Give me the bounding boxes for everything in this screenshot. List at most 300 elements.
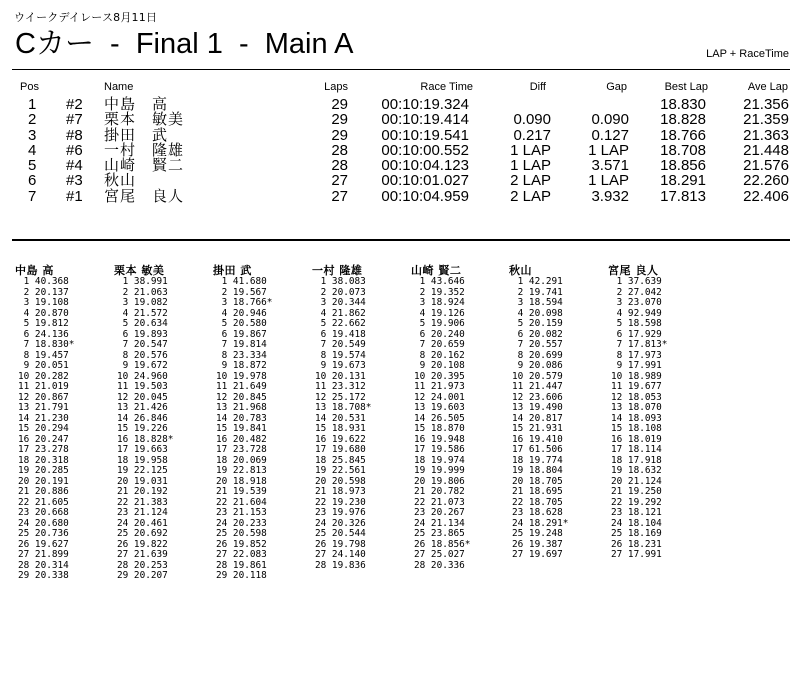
race-subtitle: ウイークデイレース8月11日 [14,11,158,24]
best-lap-cell: 18.766 [660,126,706,144]
lap-time-entry: 1 38.083 [315,276,366,287]
ave-lap-cell: 21.356 [743,96,789,113]
lap-time-entry: 27 19.697 [512,549,563,560]
gap-cell: 0.127 [591,126,629,144]
lap-time-entry: 13 19.490 [512,402,563,413]
result-row [0,97,800,112]
lap-time-entry: 21 18.973 [315,486,366,497]
race-time-cell: 00:10:00.552 [381,141,469,159]
lap-time-entry: 24 18.291* [512,517,569,529]
lap-time-entry: 17 19.680 [315,444,366,455]
lap-time-entry: 7 20.547 [117,339,168,350]
lap-time-entry: 26 19.387 [512,538,563,550]
driver-name-cell: 中島 高 [104,96,169,113]
lap-time-entry: 10 19.978 [216,370,267,382]
driver-name-cell: 栗本 敏美 [104,111,185,129]
lap-time-entry: 4 19.126 [414,307,465,319]
lap-time-entry: 18 20.069 [216,454,267,466]
race-time-cell: 00:10:04.959 [381,187,469,205]
lap-time-entry: 26 19.822 [117,538,168,550]
lap-time-entry: 27 25.027 [414,549,465,560]
header-name: Name [104,81,134,93]
lap-time-entry: 25 20.598 [216,528,267,539]
lap-time-entry: 14 26.505 [414,412,465,424]
header-pos: Pos [20,81,39,93]
lap-time-entry: 16 18.019 [611,433,662,445]
pos-cell: 5 [28,157,37,175]
best-lap-cell: 17.813 [660,187,706,205]
lap-column-driver: 掛田 武 [213,264,252,277]
lap-time-entry: 8 20.162 [414,349,465,361]
lap-time-entry: 29 20.207 [117,570,168,581]
car-number-cell: #2 [66,96,83,113]
race-time-cell: 00:10:04.123 [381,157,469,175]
lap-time-entry: 19 22.125 [117,465,168,476]
laps-cell: 29 [331,111,348,129]
lap-time-entry: 1 40.368 [18,276,69,287]
header-ave-lap: Ave Lap [747,81,788,93]
lap-time-entry: 24 20.461 [117,517,168,529]
pos-cell: 4 [28,141,37,159]
car-number-cell: #8 [66,126,83,144]
pos-cell: 3 [28,126,37,144]
lap-time-entry: 21 20.782 [414,486,465,497]
driver-name-cell: 秋山 [104,172,137,190]
lap-time-entry: 7 20.659 [414,339,465,350]
lap-time-entry: 20 19.806 [414,475,465,487]
lap-time-entry: 6 19.867 [216,328,267,340]
diff-cell: 1 LAP [510,141,551,159]
lap-column-driver: 秋山 [509,264,532,277]
lap-time-entry: 26 19.852 [216,538,267,550]
lap-time-entry: 1 42.291 [512,276,563,287]
lap-time-entry: 6 20.240 [414,328,465,340]
car-number-cell: #3 [66,172,83,190]
header-best-lap: Best Lap [664,81,708,93]
lap-time-entry: 22 21.383 [117,496,168,508]
lap-time-entry: 9 20.051 [18,360,69,371]
lap-time-entry: 5 22.662 [315,318,366,329]
lap-time-entry: 13 19.603 [414,402,465,413]
lap-time-entry: 15 21.931 [512,423,563,434]
pos-cell: 2 [28,111,37,129]
lap-time-entry: 17 18.114 [611,444,662,455]
gap-cell: 3.932 [591,187,629,205]
car-number-cell: #4 [66,157,83,175]
lap-time-entry: 3 18.766* [216,297,273,308]
lap-column-driver: 一村 隆雄 [312,264,363,277]
lap-time-entry: 27 17.991 [611,549,662,560]
lap-time-entry: 5 20.634 [117,318,168,329]
lap-time-entry: 9 20.108 [414,360,465,371]
lap-time-entry: 9 17.991 [611,360,662,371]
lap-time-entry: 27 21.899 [18,549,69,560]
header-gap: Gap [606,81,627,93]
lap-time-entry: 3 20.344 [315,297,366,308]
lap-time-entry: 20 18.705 [512,475,563,487]
lap-time-entry: 6 19.893 [117,328,168,340]
lap-time-entry: 13 21.426 [117,402,168,413]
lap-time-entry: 1 41.680 [216,276,267,287]
lap-time-entry: 23 21.153 [216,507,267,518]
result-row [0,112,800,127]
lap-list [18,277,74,582]
diff-cell: 0.217 [513,126,551,144]
lap-time-entry: 18 17.918 [611,454,662,466]
lap-time-entry: 21 20.886 [18,486,69,497]
lap-time-entry: 23 18.628 [512,507,563,518]
lap-time-entry: 26 18.231 [611,538,662,550]
lap-time-entry: 6 20.082 [512,328,563,340]
lap-time-entry: 23 20.668 [18,507,69,518]
diff-cell: 0.090 [513,111,551,129]
lap-time-entry: 8 17.973 [611,349,662,361]
lap-time-entry: 9 18.872 [216,360,267,371]
lap-time-entry: 3 19.108 [18,297,69,308]
laps-cell: 27 [331,187,348,205]
lap-time-entry: 18 25.845 [315,454,366,466]
driver-name-cell: 掛田 武 [104,126,169,144]
lap-time-entry: 14 20.531 [315,412,366,424]
lap-time-entry: 2 21.063 [117,286,168,298]
lap-time-entry: 2 19.567 [216,286,267,298]
ave-lap-cell: 21.576 [743,157,789,175]
gap-cell: 0.090 [591,111,629,129]
race-time-cell: 00:10:19.541 [381,126,469,144]
lap-list [512,277,568,561]
ave-lap-cell: 22.406 [743,187,789,205]
lap-time-entry: 10 20.131 [315,370,366,382]
lap-time-entry: 4 92.949 [611,307,662,319]
lap-time-entry: 2 20.137 [18,286,69,298]
lap-time-entry: 22 19.230 [315,496,366,508]
results-rows [0,97,800,204]
race-time-cell: 00:10:01.027 [381,172,469,190]
lap-time-entry: 4 21.862 [315,307,366,319]
lap-time-entry: 10 18.989 [611,370,662,382]
lap-time-entry: 22 19.292 [611,496,662,508]
lap-column [608,262,668,561]
diff-cell: 2 LAP [510,172,551,190]
lap-time-entry: 27 21.639 [117,549,168,560]
lap-column [509,262,569,561]
lap-time-entry: 19 22.561 [315,465,366,476]
lap-time-entry: 5 20.159 [512,318,563,329]
lap-time-entry: 23 18.121 [611,507,662,518]
lap-time-entry: 25 23.865 [414,528,465,539]
lap-time-entry: 18 20.318 [18,454,69,466]
lap-time-entry: 16 20.247 [18,433,69,445]
result-row [0,143,800,158]
lap-time-entry: 12 20.867 [18,391,69,403]
lap-time-entry: 8 20.699 [512,349,563,361]
lap-time-entry: 24 20.233 [216,517,267,529]
lap-list [315,277,371,571]
lap-time-entry: 19 18.632 [611,465,662,476]
lap-time-entry: 13 21.968 [216,402,267,413]
lap-time-entry: 25 19.248 [512,528,563,539]
lap-time-entry: 6 17.929 [611,328,662,340]
lap-time-entry: 23 21.124 [117,507,168,518]
lap-time-entry: 24 20.680 [18,517,69,529]
lap-time-entry: 5 19.812 [18,318,69,329]
lap-time-entry: 3 18.594 [512,297,563,308]
lap-time-entry: 12 18.053 [611,391,662,403]
lap-time-entry: 15 19.841 [216,423,267,434]
lap-time-entry: 4 20.870 [18,307,69,319]
lap-column [15,262,75,582]
lap-time-entry: 17 19.663 [117,444,168,455]
lap-time-entry: 4 21.572 [117,307,168,319]
lap-time-entry: 3 18.924 [414,297,465,308]
lap-time-entry: 11 19.677 [611,381,662,392]
lap-time-entry: 25 20.544 [315,528,366,539]
gap-cell: 1 LAP [588,141,629,159]
lap-time-entry: 18 19.974 [414,454,465,466]
lap-time-entry: 17 19.586 [414,444,465,455]
laps-cell: 29 [331,96,348,113]
car-number-cell: #1 [66,187,83,205]
lap-time-entry: 26 19.627 [18,538,69,550]
lap-time-entry: 22 21.605 [18,496,69,508]
car-number-cell: #7 [66,111,83,129]
lap-time-entry: 11 23.312 [315,381,366,392]
lap-times-section [0,262,800,682]
lap-time-entry: 22 21.604 [216,496,267,508]
lap-time-entry: 6 24.136 [18,328,69,340]
result-row [0,173,800,188]
lap-time-entry: 2 19.352 [414,286,465,298]
lap-list [414,277,470,571]
lap-time-entry: 17 61.506 [512,444,563,455]
lap-time-entry: 16 19.622 [315,433,366,445]
lap-time-entry: 11 21.447 [512,381,563,392]
lap-column [411,262,471,571]
lap-time-entry: 28 20.314 [18,559,69,571]
lap-time-entry: 26 19.798 [315,538,366,550]
lap-time-entry: 23 19.976 [315,507,366,518]
header-laps: Laps [324,81,348,93]
lap-time-entry: 15 19.226 [117,423,168,434]
lap-list [117,277,173,582]
lap-time-entry: 4 20.098 [512,307,563,319]
results-table [0,81,800,204]
lap-time-entry: 19 19.999 [414,465,465,476]
lap-time-entry: 4 20.946 [216,307,267,319]
lap-time-entry: 22 21.073 [414,496,465,508]
best-lap-cell: 18.830 [660,96,706,113]
lap-time-entry: 2 19.741 [512,286,563,298]
lap-time-entry: 11 21.649 [216,381,267,392]
lap-time-entry: 29 20.338 [18,570,69,581]
lap-time-entry: 14 18.093 [611,412,662,424]
lap-time-entry: 23 20.267 [414,507,465,518]
lap-time-entry: 22 18.705 [512,496,563,508]
lap-time-entry: 9 20.086 [512,360,563,371]
lap-time-entry: 28 19.861 [216,559,267,571]
lap-time-entry: 16 19.410 [512,433,563,445]
race-time-cell: 00:10:19.414 [381,111,469,129]
report-mode-label: LAP + RaceTime [706,48,789,60]
lap-time-entry: 20 20.598 [315,475,366,487]
laps-cell: 28 [331,141,348,159]
lap-time-entry: 25 18.169 [611,528,662,539]
lap-time-entry: 10 20.579 [512,370,563,382]
lap-time-entry: 12 20.845 [216,391,267,403]
lap-time-entry: 8 20.576 [117,349,168,361]
lap-time-entry: 6 19.418 [315,328,366,340]
lap-column-driver: 栗本 敏美 [114,264,165,277]
lap-time-entry: 8 19.457 [18,349,69,361]
lap-time-entry: 11 21.973 [414,381,465,392]
lap-time-entry: 20 19.031 [117,475,168,487]
best-lap-cell: 18.828 [660,111,706,129]
best-lap-cell: 18.856 [660,157,706,175]
lap-time-entry: 2 27.042 [611,286,662,298]
lap-list [216,277,272,582]
lap-time-entry: 18 19.958 [117,454,168,466]
top-divider [12,69,790,70]
pos-cell: 6 [28,172,37,190]
lap-time-entry: 16 19.948 [414,433,465,445]
lap-time-entry: 14 21.230 [18,412,69,424]
lap-column [312,262,372,571]
lap-column-driver: 中島 高 [15,264,54,277]
lap-time-entry: 12 24.001 [414,391,465,403]
lap-time-entry: 28 20.336 [414,559,465,571]
lap-time-entry: 7 17.813* [611,339,668,350]
ave-lap-cell: 21.363 [743,126,789,144]
diff-cell: 1 LAP [510,157,551,175]
pos-cell: 1 [28,96,37,113]
lap-time-entry: 29 20.118 [216,570,267,581]
lap-time-entry: 16 18.828* [117,433,174,445]
lap-time-entry: 3 23.070 [611,297,662,308]
lap-time-entry: 18 19.774 [512,454,563,466]
lap-time-entry: 14 20.783 [216,412,267,424]
header-diff: Diff [529,81,546,93]
car-number-cell: #6 [66,141,83,159]
lap-time-entry: 20 18.918 [216,475,267,487]
lap-time-entry: 21 18.695 [512,486,563,497]
section-divider [12,239,790,241]
lap-time-entry: 24 20.326 [315,517,366,529]
lap-time-entry: 7 19.814 [216,339,267,350]
lap-time-entry: 9 19.673 [315,360,366,371]
lap-time-entry: 25 20.736 [18,528,69,539]
lap-time-entry: 15 20.294 [18,423,69,434]
lap-time-entry: 10 20.282 [18,370,69,382]
lap-time-entry: 27 24.140 [315,549,366,560]
lap-time-entry: 5 18.598 [611,318,662,329]
lap-time-entry: 21 19.250 [611,486,662,497]
laps-cell: 29 [331,126,348,144]
lap-time-entry: 10 20.395 [414,370,465,382]
lap-time-entry: 1 37.639 [611,276,662,287]
lap-time-entry: 13 21.791 [18,402,69,413]
driver-name-cell: 一村 隆雄 [104,141,185,159]
lap-time-entry: 12 25.172 [315,391,366,403]
lap-time-entry: 21 19.539 [216,486,267,497]
gap-cell: 1 LAP [588,172,629,190]
lap-time-entry: 27 22.083 [216,549,267,560]
driver-name-cell: 宮尾 良人 [104,187,185,205]
lap-time-entry: 25 20.692 [117,528,168,539]
lap-time-entry: 10 24.960 [117,370,168,382]
ave-lap-cell: 22.260 [743,172,789,190]
lap-time-entry: 24 18.104 [611,517,662,529]
lap-time-entry: 17 23.278 [18,444,69,455]
header-race-time: Race Time [420,81,473,93]
race-title: Cカー - Final 1 - Main A [15,28,354,60]
lap-time-entry: 16 20.482 [216,433,267,445]
lap-time-entry: 9 19.672 [117,360,168,371]
lap-column-driver: 宮尾 良人 [608,264,659,277]
best-lap-cell: 18.291 [660,172,706,190]
lap-time-entry: 8 23.334 [216,349,267,361]
ave-lap-cell: 21.448 [743,141,789,159]
lap-time-entry: 17 23.728 [216,444,267,455]
lap-time-entry: 20 21.124 [611,475,662,487]
lap-time-entry: 28 19.836 [315,559,366,571]
diff-cell: 2 LAP [510,187,551,205]
lap-time-entry: 21 20.192 [117,486,168,497]
lap-time-entry: 1 43.646 [414,276,465,287]
lap-time-entry: 8 19.574 [315,349,366,361]
lap-time-entry: 14 20.817 [512,412,563,424]
lap-time-entry: 7 20.557 [512,339,563,350]
lap-time-entry: 24 21.134 [414,517,465,529]
lap-time-entry: 28 20.253 [117,559,168,571]
lap-column [114,262,174,582]
lap-time-entry: 12 20.045 [117,391,168,403]
lap-time-entry: 5 19.906 [414,318,465,329]
result-row [0,189,800,204]
best-lap-cell: 18.708 [660,141,706,159]
result-row [0,128,800,143]
lap-time-entry: 13 18.708* [315,402,372,413]
lap-time-entry: 13 18.070 [611,402,662,413]
pos-cell: 7 [28,187,37,205]
lap-time-entry: 3 19.082 [117,297,168,308]
lap-time-entry: 20 20.191 [18,475,69,487]
laps-cell: 28 [331,157,348,175]
lap-time-entry: 7 18.830* [18,339,75,350]
gap-cell: 3.571 [591,157,629,175]
lap-time-entry: 5 20.580 [216,318,267,329]
lap-time-entry: 15 18.108 [611,423,662,434]
lap-time-entry: 15 18.931 [315,423,366,434]
lap-list [611,277,667,561]
lap-time-entry: 19 20.285 [18,465,69,476]
results-header-row [0,81,800,97]
lap-time-entry: 2 20.073 [315,286,366,298]
lap-time-entry: 11 21.019 [18,381,69,392]
lap-time-entry: 14 26.846 [117,412,168,424]
lap-time-entry: 19 18.804 [512,465,563,476]
lap-time-entry: 26 18.856* [414,538,471,550]
ave-lap-cell: 21.359 [743,111,789,129]
lap-time-entry: 7 20.549 [315,339,366,350]
laps-cell: 27 [331,172,348,190]
lap-column [213,262,273,582]
lap-time-entry: 12 23.606 [512,391,563,403]
lap-time-entry: 1 38.991 [117,276,168,287]
lap-time-entry: 19 22.813 [216,465,267,476]
race-time-cell: 00:10:19.324 [381,96,469,113]
lap-column-driver: 山崎 賢二 [411,264,462,277]
lap-time-entry: 15 18.870 [414,423,465,434]
